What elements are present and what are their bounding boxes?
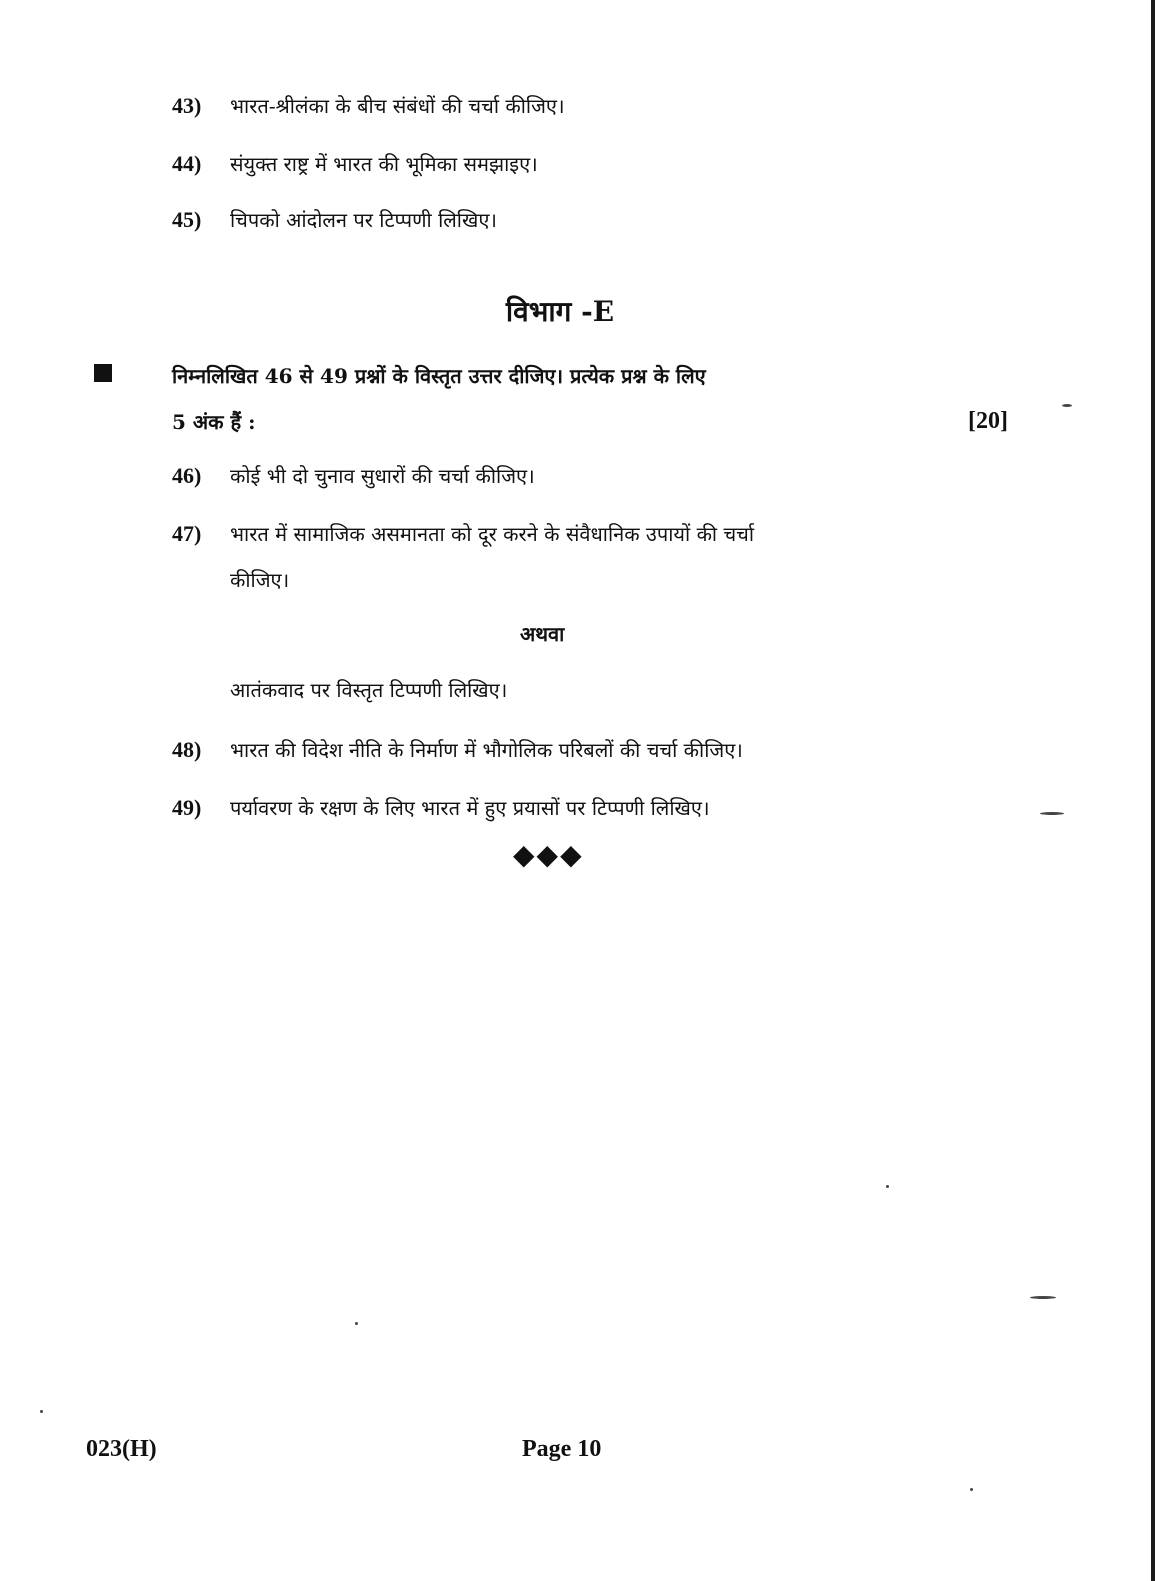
scan-edge — [1151, 0, 1155, 1581]
question-number: 49) — [172, 795, 202, 820]
question-text: आतंकवाद पर विस्तृत टिप्पणी लिखिए। — [230, 678, 508, 702]
question-number: 46) — [172, 463, 202, 488]
question-number: 47) — [172, 521, 202, 546]
question-number: 48) — [172, 737, 202, 762]
question-text-line1: भारत में सामाजिक असमानता को दूर करने के संवैधानिक उपायों की चर्चा — [230, 522, 755, 546]
question-text: पर्यावरण के रक्षण के लिए भारत में हुए प्रयासों पर टिप्पणी लिखिए। — [230, 796, 710, 820]
question-text-line2: कीजिए। — [230, 568, 290, 592]
question-text: भारत-श्रीलंका के बीच संबंधों की चर्चा कीजिए। — [230, 94, 565, 118]
question-number: 44) — [172, 151, 202, 176]
scan-speck — [970, 1488, 973, 1491]
scan-mark — [1040, 812, 1064, 815]
question-text: संयुक्त राष्ट्र में भारत की भूमिका समझाइए। — [230, 152, 538, 176]
scan-mark — [1062, 404, 1072, 407]
or-label: अथवा — [520, 622, 565, 646]
section-title: विभाग -E — [505, 295, 615, 328]
question-text: भारत की विदेश नीति के निर्माण में भौगोलिक परिबलों की चर्चा कीजिए। — [230, 738, 743, 762]
question-text: चिपको आंदोलन पर टिप्पणी लिखिए। — [230, 208, 497, 232]
page-number: Page 10 — [522, 1436, 602, 1462]
question-number: 43) — [172, 93, 202, 118]
section-instruction-line1: निम्नलिखित 46 से 49 प्रश्नों के विस्तृत उत्तर दीजिए। प्रत्येक प्रश्न के लिए — [172, 364, 706, 388]
question-text: कोई भी दो चुनाव सुधारों की चर्चा कीजिए। — [230, 464, 535, 488]
scan-speck — [355, 1322, 358, 1325]
scan-speck — [40, 1410, 43, 1413]
paper-code: 023(H) — [86, 1436, 157, 1462]
scan-speck — [886, 1185, 889, 1188]
end-mark: ◆◆◆ — [513, 838, 584, 871]
section-instruction-line2: 5 अंक हैं : — [172, 410, 256, 434]
question-number: 45) — [172, 207, 202, 232]
square-bullet-icon — [94, 364, 112, 382]
section-marks: [20] — [968, 408, 1008, 434]
scan-mark — [1030, 1296, 1056, 1299]
